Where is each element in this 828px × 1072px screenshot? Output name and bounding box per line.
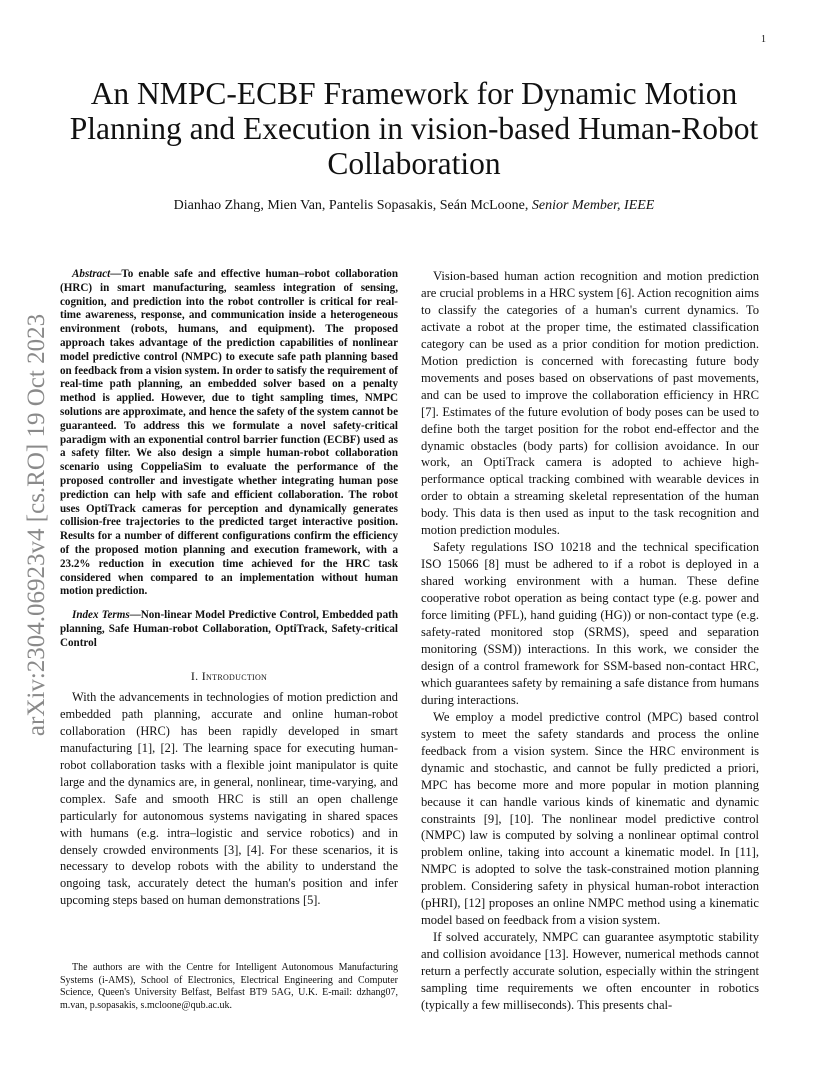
author-names: Dianhao Zhang, Mien Van, Pantelis Sopasakis, Seán McLoone, [173, 198, 529, 213]
author-line [60, 198, 768, 214]
left-column [60, 268, 398, 909]
section-heading [60, 668, 398, 685]
arxiv-identifier-stamp [18, 290, 56, 760]
section-title: Introduction [201, 668, 268, 683]
index-terms [60, 609, 398, 650]
author-affiliation-footnote: The authors are with the Centre for Intelligent Autonomous Manufacturing Systems (i-AMS), School of Electronics, Electrical Engineering and Computer Science, Queen's University Belfast, Belfast BT9 5AG, U.K. E-mail: dzhang07, m.van, p.sopasakis, s.mcloone@qub.ac.uk. [60, 962, 398, 1011]
index-terms-label: Index Terms [72, 609, 130, 622]
right-column [421, 268, 759, 1014]
arxiv-identifier-text: arXiv:2304.06923v4 [cs.RO] 19 Oct 2023 [23, 313, 50, 737]
section-number: I. [190, 668, 199, 683]
index-terms-text: —Non-linear Model Predictive Control, Embedded path planning, Safe Human-robot Collaboration, OptiTrack, Safety-critical Control [60, 609, 399, 649]
body-paragraph-1: Vision-based human action recognition and motion prediction are crucial problems in a HRC system [6]. Action recognition aims to classify the categories of a human's current dynamics. To activate a robot at the proper time, the estimated classification category can be used as a prior condition for motion prediction. Motion prediction is concerned with forecasting future body movements and poses based on observations of past movements, and can be used to improve the collaboration efficiency in HRC [7]. Estimates of the future evolution of body poses can be used to define both the target position for the robot end-effector and the dynamic obstacles (body parts) for collision avoidance. In our work, an OptiTrack camera is adopted to achieve high-performance optical tracking combined with wearable devices in order to obtain a streaming skeletal representation of the human body. This data is then used as input to the task recognition and motion prediction modules. [421, 269, 759, 538]
author-membership: Senior Member, IEEE [528, 198, 655, 213]
abstract-label: Abstract [72, 268, 111, 280]
body-paragraph-3: We employ a model predictive control (MPC) based control system to meet the safety standards and process the online feedback from a vision system. Since the HRC environment is dynamic and stochastic, and cannot be fully predicted a priori, MPC has become more and more popular in motion planning because it can handle various kinds of kinematic and dynamic constraints [9], [10]. The nonlinear model predictive control (NMPC) law is computed by solving a nonlinear optimal control problem online, taking into account a kinematic model. In [11], NMPC is adopted to solve the task-constrained motion planning problem. Considering safety in physical human-robot interaction (pHRI), [12] proposes an online NMPC method using a kinematic model based on feedback from a vision system. [421, 709, 759, 928]
intro-paragraph-1: With the advancements in technologies of motion prediction and embedded path planning, accurate and online human-robot collaboration (HRC) has been rapidly developed in smart manufacturing [1], [2]. The learning space for executing human-robot collaboration tasks with a flexible joint manipulator is quite large and the dynamics are, in general, nonlinear, time-varying, and complex. Safe and smooth HRC is still an open challenge particularly for autonomous systems navigating in shared spaces with humans (e.g. intra–logistic and service robotics) and in densely crowded environments [3], [4]. For these scenarios, it is necessary to develop robots with the ability to understand the ongoing task, accurately detect the human's position and infer upcoming steps based on human demonstrations [5]. [60, 690, 398, 908]
paper-title: An NMPC-ECBF Framework for Dynamic Motion Planning and Execution in vision-based Human-Robot Collaboration [69, 76, 759, 181]
abstract-text: —To enable safe and effective human–robot collaboration (HRC) in smart manufacturing, seamless integration of sensing, cognition, and prediction into the robot controller is critical for real-time awareness, response, and communication inside a heterogeneous environment (robots, humans, and equipment). The proposed approach takes advantage of the prediction capabilities of nonlinear model predictive control (NMPC) to execute safe path planning based on feedback from a vision system. In order to satisfy the requirement of real-time path planning, an embedded solver based on a penalty method is applied. However, due to tight sampling times, NMPC solutions are approximate, and hence the safety of the system cannot be guaranteed. To address this we formulate a novel safety-critical paradigm with an exponential control barrier function (ECBF) used as a safety filter. We also design a simple human-robot collaboration scenario using CoppeliaSim to evaluate the performance of the proposed controller and investigate whether integrating human pose prediction can help with safe and efficient collaboration. The robot uses OptiTrack cameras for perception and dynamically generates collision-free trajectories to the predicted target interactive position. Results for a number of different configurations confirm the efficiency of the proposed motion planning and execution framework, with a 23.2% reduction in execution time achieved for the HRC task considered when compared to an implementation without human motion prediction. [60, 268, 398, 598]
page-number: 1 [761, 34, 766, 45]
body-paragraph-2: Safety regulations ISO 10218 and the technical specification ISO 15066 [8] must be adhered to if a robot is deployed in a shared working environment with a human. These define cooperative robot operation as being contact type (e.g. power and force limiting (PFL), hand guiding (HG)) or non-contact type (e.g. safety-rated monitored stop (SRMS), speed and separation monitoring (SSM)) interactions. In this work, we consider the design of a control framework for SSM-based non-contact HRC, which guarantees safety by remaining a safe distance from humans during interactions. [421, 540, 759, 707]
abstract [60, 268, 398, 599]
body-paragraph-4: If solved accurately, NMPC can guarantee asymptotic stability and collision avoidance [13]. However, numerical methods cannot return a perfectly accurate solution, especially within the stringent sampling time requirements we often encounter in robotics (typically a few milliseconds). This presents chal- [421, 930, 759, 1012]
